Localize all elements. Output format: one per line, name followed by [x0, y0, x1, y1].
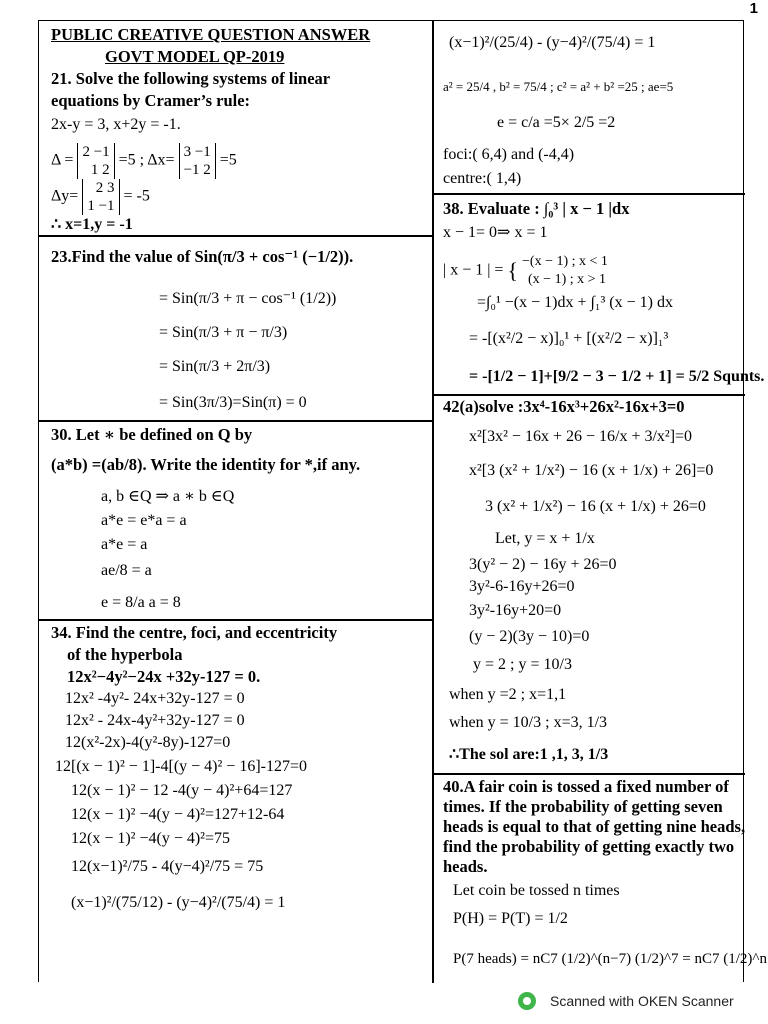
q38-line1: x − 1= 0⇒ x = 1	[443, 224, 548, 241]
divider-q30-q34	[39, 619, 432, 621]
q21-delta-row2: 1 2	[90, 162, 110, 178]
q38-title: 38. Evaluate : ∫₀³ | x − 1 |dx	[443, 199, 630, 218]
divider-q38-q42	[432, 394, 745, 396]
q30-line1: a, b ∈Q ⇒ a ∗ b ∈Q	[101, 488, 235, 505]
q34-line9: (x−1)²/(75/12) - (y−4)²/(75/4) = 1	[71, 894, 286, 911]
q38-line5: = -[1/2 − 1]+[9/2 − 3 − 1/2 + 1] = 5/2 Squnts.	[469, 368, 765, 385]
q21-deltay-value: = -5	[123, 187, 150, 205]
q30-line2: a*e = e*a = a	[101, 512, 187, 529]
q21-delta-matrix	[77, 143, 114, 179]
q21-deltax-row2: −1 2	[183, 162, 211, 178]
page-number: 1	[749, 0, 758, 17]
q34-line5: 12(x − 1)² − 12 -4(y − 4)²+64=127	[71, 782, 293, 799]
q42-line7: 3y²-16y+20=0	[469, 602, 562, 619]
q21-delta-line	[51, 143, 237, 179]
q42-line5: 3(y² − 2) − 16y + 26=0	[469, 556, 617, 573]
q21-title-line2: equations by Cramer’s rule:	[51, 91, 251, 110]
q30-line5: e = 8/a a = 8	[101, 594, 181, 611]
oken-logo-icon	[518, 992, 536, 1010]
q21-delta-label: Δ =	[51, 151, 74, 169]
q30-title-line2: (a*b) =(ab/8). Write the identity for *,if any.	[51, 455, 361, 474]
q38-line4: = -[(x²/2 − x)]₀¹ + [(x²/2 − x)]₁³	[469, 330, 669, 347]
q40-title-line4: find the probability of getting exactly two	[443, 837, 735, 856]
q34-title-line3: 12x²−4y²−24x +32y-127 = 0.	[67, 667, 261, 686]
q34-line7: 12(x − 1)² −4(y − 4)²=75	[71, 830, 230, 847]
q38-abs-lhs: | x − 1 | =	[443, 261, 504, 279]
q42-line3: 3 (x² + 1/x²) − 16 (x + 1/x) + 26=0	[485, 498, 706, 515]
q42-line1: x²[3x² − 16x + 26 − 16/x + 3/x²]=0	[469, 428, 693, 445]
q34c-line5: centre:( 1,4)	[443, 170, 522, 187]
column-divider	[432, 21, 434, 983]
q23-title: 23.Find the value of Sin(π/3 + cos⁻¹ (−1/2)).	[51, 247, 354, 266]
q40-title-line3: heads is equal to that of getting nine heads,	[443, 817, 746, 836]
q42-line8: (y − 2)(3y − 10)=0	[469, 628, 590, 645]
q42-line2: x²[3 (x² + 1/x²) − 16 (x + 1/x) + 26]=0	[469, 462, 714, 479]
q42-line9: y = 2 ; y = 10/3	[473, 656, 572, 673]
q23-step3: = Sin(π/3 + 2π/3)	[159, 358, 271, 375]
q21-deltay-line	[51, 179, 150, 215]
q34c-line1: (x−1)²/(25/4) - (y−4)²/(75/4) = 1	[449, 34, 656, 51]
divider-q23-q30	[39, 420, 432, 422]
q23-step2: = Sin(π/3 + π − π/3)	[159, 324, 288, 341]
q38-line2	[443, 253, 608, 289]
q34c-line4: foci:( 6,4) and (-4,4)	[443, 146, 575, 163]
q38-piece2: (x − 1) ; x > 1	[528, 272, 607, 287]
q42-line12: ∴The sol are:1 ,1, 3, 1/3	[449, 746, 609, 763]
q40-line1: Let coin be tossed n times	[453, 882, 620, 899]
q21-deltax-matrix	[179, 143, 216, 179]
q38-piece1: −(x − 1) ; x < 1	[522, 254, 608, 269]
q23-step4: = Sin(3π/3)=Sin(π) = 0	[159, 394, 307, 411]
q21-equations: 2x-y = 3, x+2y = -1.	[51, 116, 181, 133]
q21-deltax-value: =5	[219, 151, 237, 169]
q21-deltay-row2: 1 −1	[87, 198, 115, 214]
header-title-line1: PUBLIC CREATIVE QUESTION ANSWER	[51, 25, 371, 44]
q34-line8: 12(x−1)²/75 - 4(y−4)²/75 = 75	[71, 858, 264, 875]
q21-deltay-matrix	[82, 179, 119, 215]
q34-line1: 12x² -4y²- 24x+32y-127 = 0	[65, 690, 245, 707]
q40-line3: P(7 heads) = nC7 (1/2)^(n−7) (1/2)^7 = nC7 (1/2)^n	[453, 951, 767, 967]
q42-line10: when y =2 ; x=1,1	[449, 686, 567, 703]
q34-line4: 12[(x − 1)² − 1]-4[(y − 4)² − 16]-127=0	[55, 758, 307, 775]
scanner-footer	[518, 992, 734, 1010]
q40-title-line5: heads.	[443, 857, 488, 876]
q21-delta-value: =5 ;	[118, 151, 145, 169]
q30-title-line1: 30. Let ∗ be defined on Q by	[51, 425, 253, 444]
q34-title-line1: 34. Find the centre, foci, and eccentricity	[51, 623, 338, 642]
q23-step1: = Sin(π/3 + π − cos⁻¹ (1/2))	[159, 290, 337, 307]
q38-piecewise	[522, 253, 608, 289]
q40-title-line1: 40.A fair coin is tossed a fixed number of	[443, 777, 729, 796]
q30-line4: ae/8 = a	[101, 562, 152, 579]
header-title-line2: GOVT MODEL QP-2019	[105, 47, 285, 66]
q21-delta-row1: 2 −1	[82, 144, 110, 160]
divider-q42-q40	[432, 773, 745, 775]
q34-line3: 12(x²-2x)-4(y²-8y)-127=0	[65, 734, 231, 751]
q21-deltax-label: Δx=	[147, 151, 175, 169]
answer-sheet	[38, 20, 767, 982]
q21-deltay-label: Δy=	[51, 187, 79, 205]
q42-line11: when y = 10/3 ; x=3, 1/3	[449, 714, 608, 731]
q38-line3: =∫₀¹ −(x − 1)dx + ∫₁³ (x − 1) dx	[477, 294, 673, 311]
q42-line6: 3y²-6-16y+26=0	[469, 578, 575, 595]
q40-line2: P(H) = P(T) = 1/2	[453, 910, 568, 927]
scanner-footer-text: Scanned with OKEN Scanner	[550, 993, 734, 1009]
q42-title: 42(a)solve :3x⁴-16x³+26x²-16x+3=0	[443, 397, 685, 416]
q21-deltax-row1: 3 −1	[183, 144, 211, 160]
divider-q34-q38	[432, 193, 745, 195]
q34c-line2: a² = 25/4 , b² = 75/4 ; c² = a² + b² =25 ; ae=5	[443, 79, 674, 94]
q30-line3: a*e = a	[101, 536, 148, 553]
q38-brace: {	[507, 258, 519, 283]
q34-line2: 12x² - 24x-4y²+32y-127 = 0	[65, 712, 245, 729]
q21-deltay-row1: 2 3	[95, 180, 115, 196]
q40-title-line2: times. If the probability of getting seven	[443, 797, 723, 816]
q34-title-line2: of the hyperbola	[67, 645, 183, 664]
q34c-line3: e = c/a =5× 2/5 =2	[497, 114, 616, 131]
q21-answer: ∴ x=1,y = -1	[51, 216, 133, 233]
q21-title-line1: 21. Solve the following systems of linear	[51, 69, 331, 88]
q42-line4: Let, y = x + 1/x	[495, 530, 595, 547]
q34-line6: 12(x − 1)² −4(y − 4)²=127+12-64	[71, 806, 285, 823]
divider-q21-q23	[39, 235, 432, 237]
